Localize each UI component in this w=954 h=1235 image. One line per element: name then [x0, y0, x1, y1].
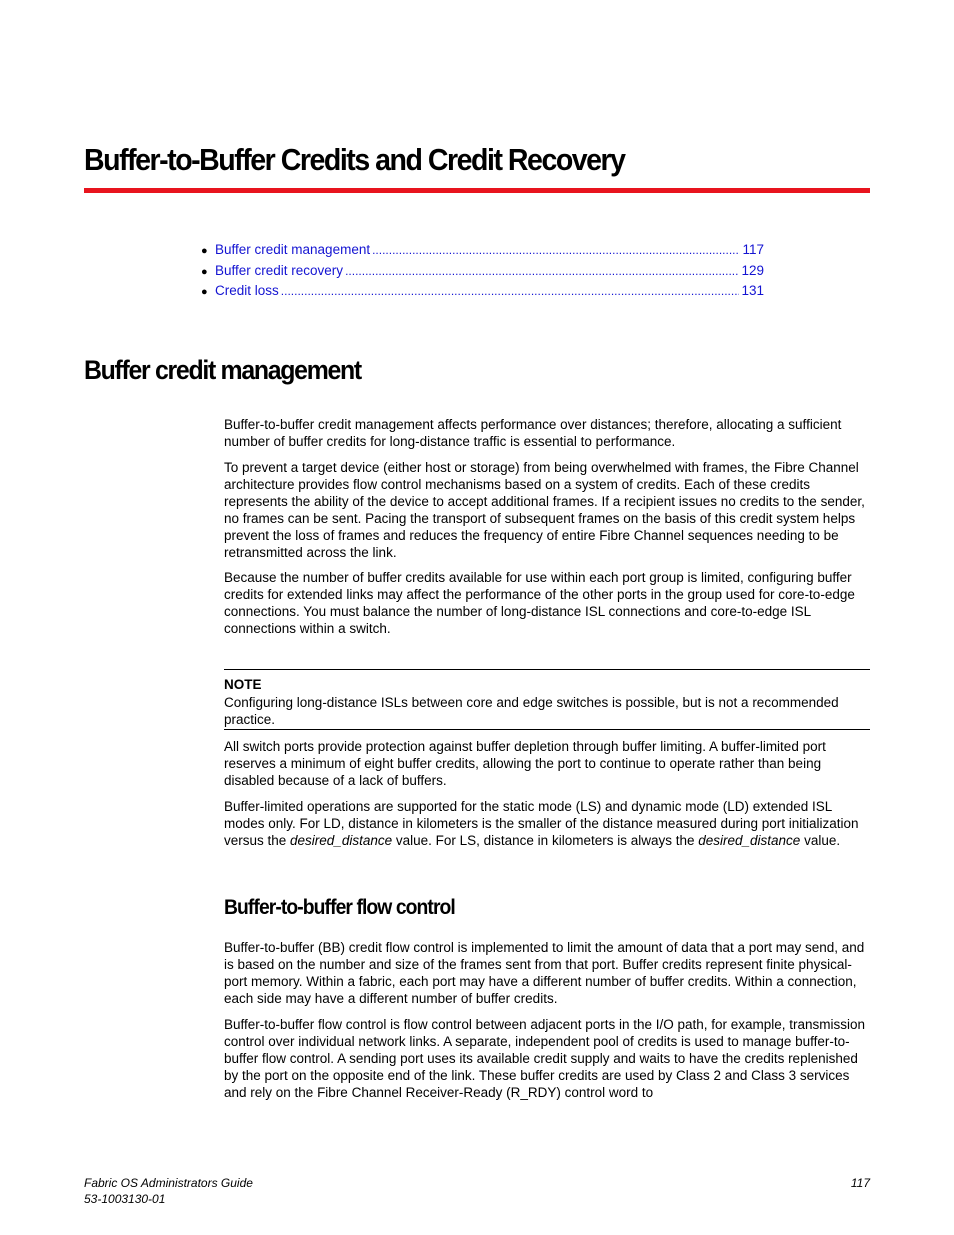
toc-link-label[interactable]: Buffer credit management	[215, 242, 371, 257]
toc-link-label[interactable]: Credit loss	[215, 283, 279, 298]
paragraph-text: Buffer-limited operations are supported for the static mode (LS) and dynamic mode (LD) extended ISL modes only. For LD, distance in kilometers is the smaller of the distance measured during port initialization versus the	[224, 799, 859, 848]
note-bottom-rule	[224, 729, 870, 730]
note-text: Configuring long-distance ISLs between core and edge switches is possible, but is not a recommended practice.	[224, 695, 839, 727]
toc-leader-dots	[345, 261, 739, 281]
chapter-title-rule	[84, 188, 870, 193]
toc-bullet: ●	[201, 245, 208, 257]
toc-item[interactable]	[201, 261, 764, 282]
toc-item[interactable]	[201, 281, 764, 302]
toc-link-label[interactable]: Buffer credit recovery	[215, 262, 344, 278]
body-paragraph: Buffer-to-buffer flow control is flow control between adjacent ports in the I/O path, for example, transmission control over individual network links. A separate, independent pool of credits is used to manage buffer-to-buffer flow control. A sending port uses its available credit supply and waits to have the credits replenished by the port on the opposite end of the link. These buffer credits are used by Class 2 and Class 3 services and rely on the Fibre Channel Receiver-Ready (R_RDY) control word to	[224, 1017, 866, 1100]
footer-page-number: 117	[850, 1176, 870, 1190]
chapter-title: Buffer-to-Buffer Credits and Credit Recovery	[84, 142, 625, 177]
paragraph-text: value.	[800, 833, 841, 848]
body-paragraph: Buffer-to-buffer credit management affects performance over distances; therefore, allocating a sufficient number of buffer credits for long-distance traffic is essential to performance.	[224, 417, 842, 449]
toc-item[interactable]	[201, 240, 764, 261]
body-paragraph: All switch ports provide protection against buffer depletion through buffer limiting. A buffer-limited port reserves a minimum of eight buffer credits, allowing the port to continue to operate rather than being disabled because of a lack of buffers.	[224, 739, 826, 788]
parameter-name: desired_distance	[698, 833, 801, 848]
toc-leader-dots	[281, 281, 740, 301]
toc-bullet: ●	[201, 265, 208, 278]
section-title: Buffer credit management	[84, 355, 361, 385]
toc-bullet: ●	[201, 286, 208, 298]
note-top-rule	[224, 669, 870, 670]
body-paragraph	[224, 798, 874, 849]
toc-page-number[interactable]: 129	[741, 262, 764, 278]
body-paragraph: To prevent a target device (either host or storage) from being overwhelmed with frames, the Fibre Channel architecture provides flow control mechanisms based on a system of credits. Each of these credits represents the ability of the device to accept additional frames. If a recipient issues no credits to the sender, no frames can be sent. Pacing the transport of subsequent frames on the basis of this credit system helps prevent the loss of frames and reduces the frequency of entire Fibre Channel sequences needing to be retransmitted across the link.	[224, 460, 865, 560]
note-heading: NOTE	[224, 677, 262, 692]
toc-leader-dots	[372, 240, 740, 260]
toc-page-number[interactable]: 117	[742, 242, 764, 257]
parameter-name: desired_distance	[290, 833, 393, 848]
body-paragraph: Buffer-to-buffer (BB) credit flow control is implemented to limit the amount of data that a port may send, and is based on the number and size of the frames sent from that port. Buffer credits represent finite physical-port memory. Within a fabric, each port may have a different number of buffer credits. Within a connection, each side may have a different number of buffer credits.	[224, 940, 865, 1006]
body-paragraph: Because the number of buffer credits available for use within each port group is limited, configuring buffer credits for extended links may affect the performance of the other ports in the group used for core-to-edge connections. You must balance the number of long-distance ISL connections and core-to-edge ISL connections within a switch.	[224, 570, 855, 636]
subsection-title: Buffer-to-buffer flow control	[224, 896, 455, 919]
footer-doc-title: Fabric OS Administrators Guide	[84, 1176, 253, 1190]
footer-doc-number: 53-1003130-01	[84, 1192, 166, 1206]
paragraph-text: value. For LS, distance in kilometers is always the	[392, 833, 699, 848]
toc-page-number[interactable]: 131	[741, 283, 764, 298]
chapter-toc	[201, 240, 764, 302]
